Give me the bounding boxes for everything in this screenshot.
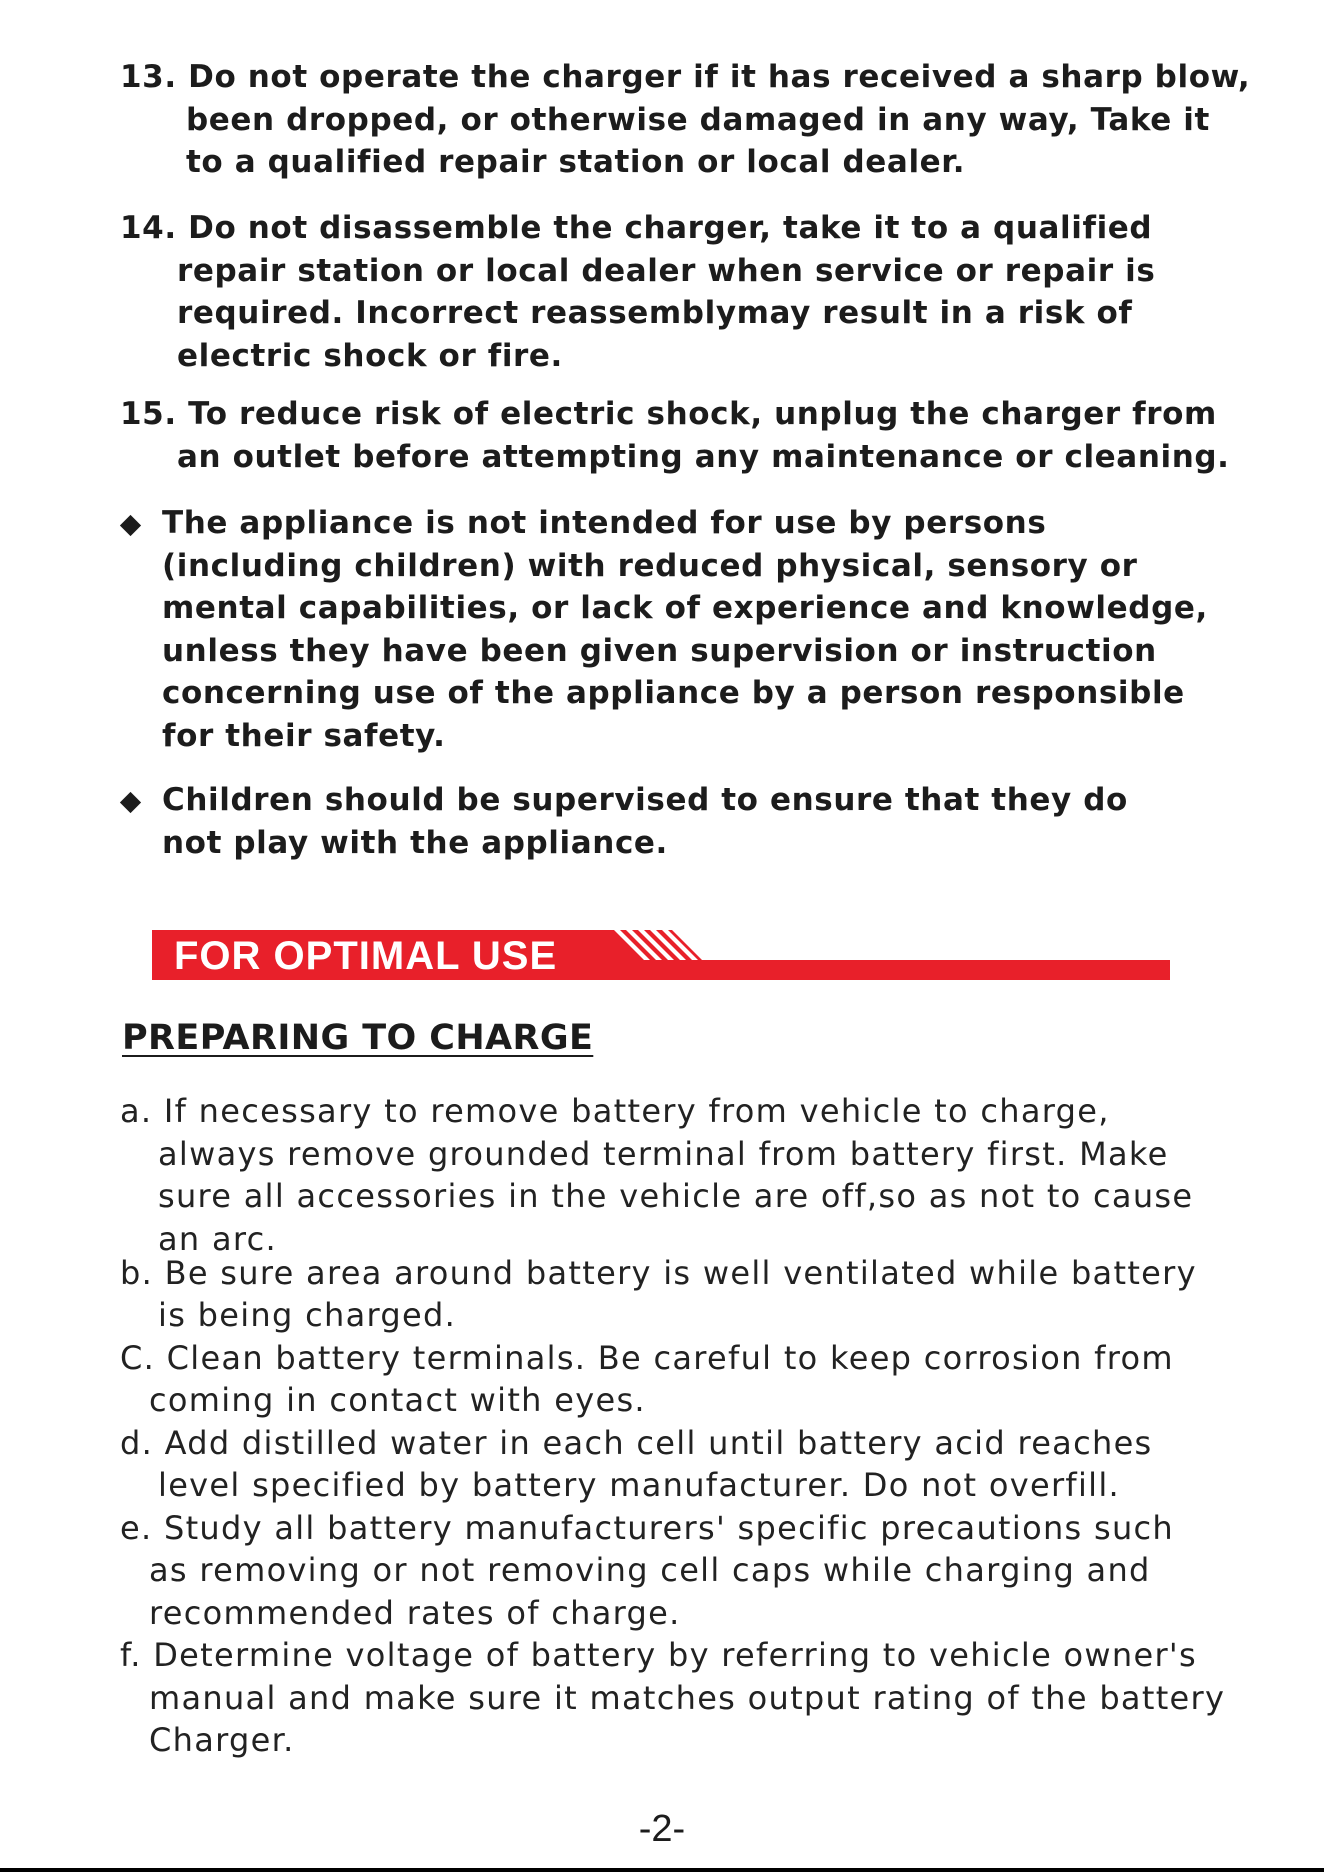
step-letter: e. — [120, 1508, 153, 1547]
step-line: an arc. — [158, 1219, 277, 1258]
step-line: as removing or not removing cell caps while charging and — [149, 1551, 1151, 1589]
step-line: Charger. — [149, 1721, 295, 1759]
page-number: -2- — [638, 1808, 686, 1850]
step-e — [120, 1507, 1240, 1635]
step-line: Add distilled water in each cell until battery acid reaches — [164, 1423, 1153, 1462]
step-line: Be sure area around battery is well ventilated while battery — [164, 1253, 1197, 1292]
warning-number: 15. — [120, 396, 177, 432]
warning-line: electric shock or fire. — [177, 337, 563, 374]
preparation-steps — [120, 1090, 1240, 1762]
step-line: If necessary to remove battery from vehicle to charge, — [163, 1092, 1110, 1130]
step-line: recommended rates of charge. — [149, 1593, 681, 1632]
warning-line: repair station or local dealer when service or repair is — [177, 252, 1156, 289]
step-c — [120, 1337, 1240, 1422]
step-letter: C. — [120, 1338, 156, 1377]
step-line: always remove grounded terminal from battery first. Make — [158, 1134, 1169, 1173]
step-line: level specified by battery manufacturer. Do not overfill. — [158, 1466, 1121, 1504]
bullet-line: Children should be supervised to ensure that they do — [162, 782, 1128, 818]
step-letter: a. — [120, 1092, 153, 1130]
step-b — [120, 1252, 1240, 1337]
step-d — [120, 1422, 1240, 1507]
step-letter: d. — [120, 1423, 154, 1462]
bullet-item-appliance — [120, 502, 1220, 757]
bullet-line: mental capabilities, or lack of experience and knowledge, — [162, 590, 1208, 626]
step-f — [120, 1634, 1240, 1762]
warning-number: 14. — [120, 210, 177, 246]
step-line: Study all battery manufacturers' specific precautions such — [163, 1508, 1175, 1547]
banner-stripes-icon — [592, 930, 822, 962]
bullet-line: unless they have been given supervision or instruction — [162, 632, 1157, 669]
step-line: is being charged. — [158, 1296, 457, 1334]
warning-item-13 — [120, 56, 1251, 184]
step-line: sure all accessories in the vehicle are off,so as not to cause — [158, 1177, 1194, 1215]
warning-line: been dropped, or otherwise damaged in any way, Take it — [186, 101, 1210, 138]
warning-item-15 — [120, 393, 1230, 478]
bullet-line: concerning use of the appliance by a person responsible — [162, 675, 1185, 711]
bullet-item-children — [120, 779, 1220, 864]
bullet-line: (including children) with reduced physical, sensory or — [162, 547, 1138, 584]
warning-item-14 — [120, 207, 1220, 377]
subsection-heading: PREPARING TO CHARGE — [122, 1018, 594, 1058]
banner-rule — [592, 960, 1170, 980]
step-letter: f. — [120, 1636, 142, 1674]
warning-number: 13. — [120, 59, 177, 95]
step-line: Clean battery terminals. Be careful to keep corrosion from — [166, 1338, 1174, 1377]
step-letter: b. — [120, 1253, 154, 1292]
bullet-line: not play with the appliance. — [162, 824, 668, 861]
warning-line: Do not disassemble the charger, take it to a qualified — [188, 210, 1153, 246]
page-bottom-edge — [0, 1868, 1324, 1872]
step-line: Determine voltage of battery by referring to vehicle owner's — [153, 1636, 1197, 1674]
section-banner — [152, 930, 1170, 980]
warning-line: an outlet before attempting any maintenance or cleaning. — [177, 438, 1230, 475]
warning-line: To reduce risk of electric shock, unplug the charger from — [188, 396, 1217, 432]
step-line: manual and make sure it matches output rating of the battery — [149, 1678, 1226, 1717]
warning-line: to a qualified repair station or local dealer. — [186, 144, 966, 180]
section-title: FOR OPTIMAL USE — [174, 934, 558, 978]
step-line: coming in contact with eyes. — [149, 1381, 646, 1419]
bullet-line: for their safety. — [162, 717, 446, 754]
warning-line: Do not operate the charger if it has received a sharp blow, — [188, 59, 1251, 95]
bullet-line: The appliance is not intended for use by persons — [162, 505, 1047, 541]
warning-line: required. Incorrect reassemblymay result in a risk of — [177, 295, 1133, 331]
step-a — [120, 1090, 1240, 1258]
